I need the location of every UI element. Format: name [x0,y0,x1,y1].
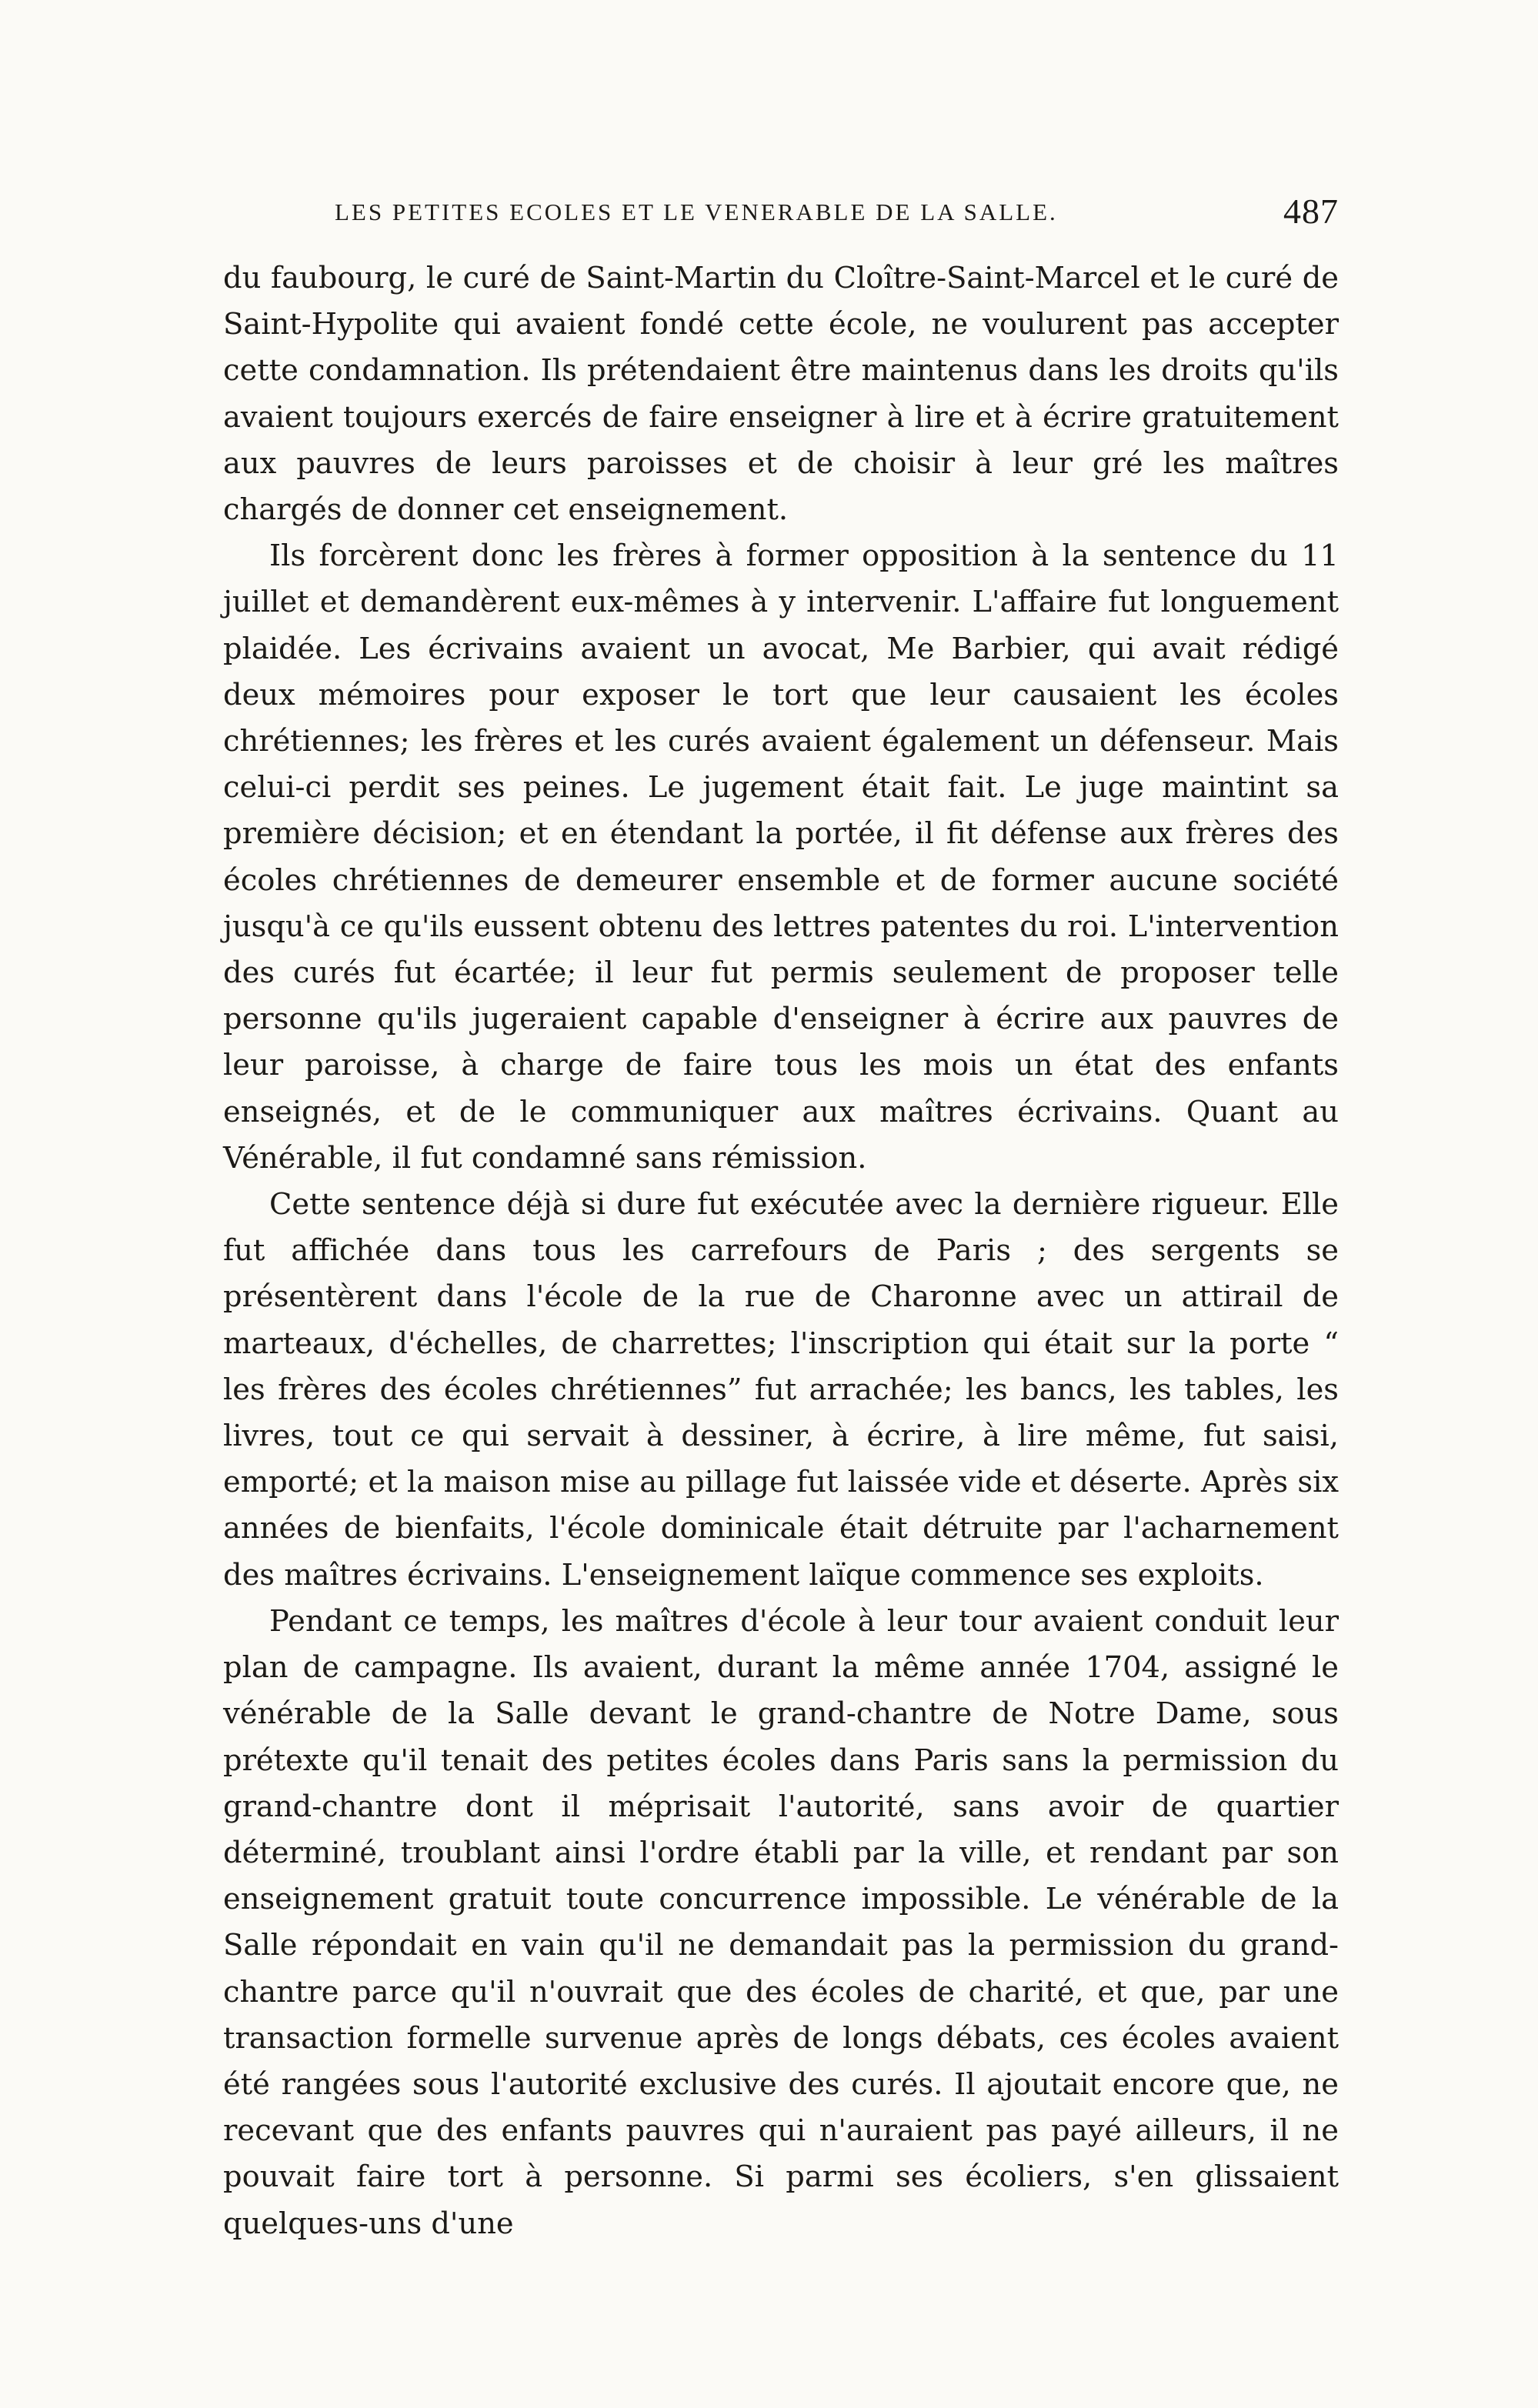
body-text [223,255,1339,2247]
paragraph: Ils forcèrent donc les frères à former opposition à la sentence du 11 juillet et demandèrent eux-mêmes à y intervenir. L'affaire fut longuement plaidée. Les écrivains avaient un avocat, Me Barbier, qui avait rédigé deux mémoires pour exposer le tort que leur causaient les écoles chrétiennes; les frères et les curés avaient également un défenseur. Mais celui-ci perdit ses peines. Le jugement était fait. Le juge maintint sa première décision; et en étendant la portée, il fit défense aux frères des écoles chrétiennes de demeurer ensemble et de former aucune société jusqu'à ce qu'ils eussent obtenu des lettres patentes du roi. L'intervention des curés fut écartée; il leur fut permis seulement de proposer telle personne qu'ils jugeraient capable d'enseigner à écrire aux pauvres de leur paroisse, à charge de faire tous les mois un état des enfants enseignés, et de le communiquer aux maîtres écrivains. Quant au Vénérable, il fut condamné sans rémission. [223,539,1339,1176]
page-number: 487 [1283,192,1339,231]
book-page [223,192,1339,2247]
running-head [335,192,1339,238]
paragraph-continuation: du faubourg, le curé de Saint-Martin du Cloître-Saint-Marcel et le curé de Saint-Hypolite qui avaient fondé cette école, ne voulurent pas accepter cette condamnation. Ils prétendaient être maintenus dans les droits qu'ils avaient toujours exercés de faire enseigner à lire et à écrire gratuitement aux pauvres de leurs paroisses et de choisir à leur gré les maîtres chargés de donner cet enseignement. [223,261,1339,528]
paragraph: Cette sentence déjà si dure fut exécutée avec la dernière rigueur. Elle fut affichée dans tous les carrefours de Paris ; des sergents se présentèrent dans l'école de la rue de Charonne avec un attirail de marteaux, d'échelles, de charrettes; l'inscription qui était sur la porte “ les frères des écoles chrétiennes” fut arrachée; les bancs, les tables, les livres, tout ce qui servait à dessiner, à écrire, à lire même, fut saisi, emporté; et la maison mise au pillage fut laissée vide et déserte. Après six années de bienfaits, l'école dominicale était détruite par l'acharnement des maîtres écrivains. L'enseignement laïque commence ses exploits. [223,1187,1339,1593]
paragraph: Pendant ce temps, les maîtres d'école à leur tour avaient conduit leur plan de campagne. Ils avaient, durant la même année 1704, assigné le vénérable de la Salle devant le grand-chantre de Notre Dame, sous prétexte qu'il tenait des petites écoles dans Paris sans la permission du grand-chantre dont il méprisait l'autorité, sans avoir de quartier déterminé, troublant ainsi l'ordre établi par la ville, et rendant par son enseignement gratuit toute concurrence impossible. Le vénérable de la Salle répondait en vain qu'il ne demandait pas la permission du grand-chantre parce qu'il n'ouvrait que des écoles de charité, et que, par une transaction formelle survenue après de longs débats, ces écoles avaient été rangées sous l'autorité exclusive des curés. Il ajoutait encore que, ne recevant que des enfants pauvres qui n'auraient pas payé ailleurs, il ne pouvait faire tort à personne. Si parmi ses écoliers, s'en glissaient quelques-uns d'une [223,1603,1339,2241]
running-title: LES PETITES ECOLES ET LE VENERABLE DE LA SALLE. [335,198,1058,225]
